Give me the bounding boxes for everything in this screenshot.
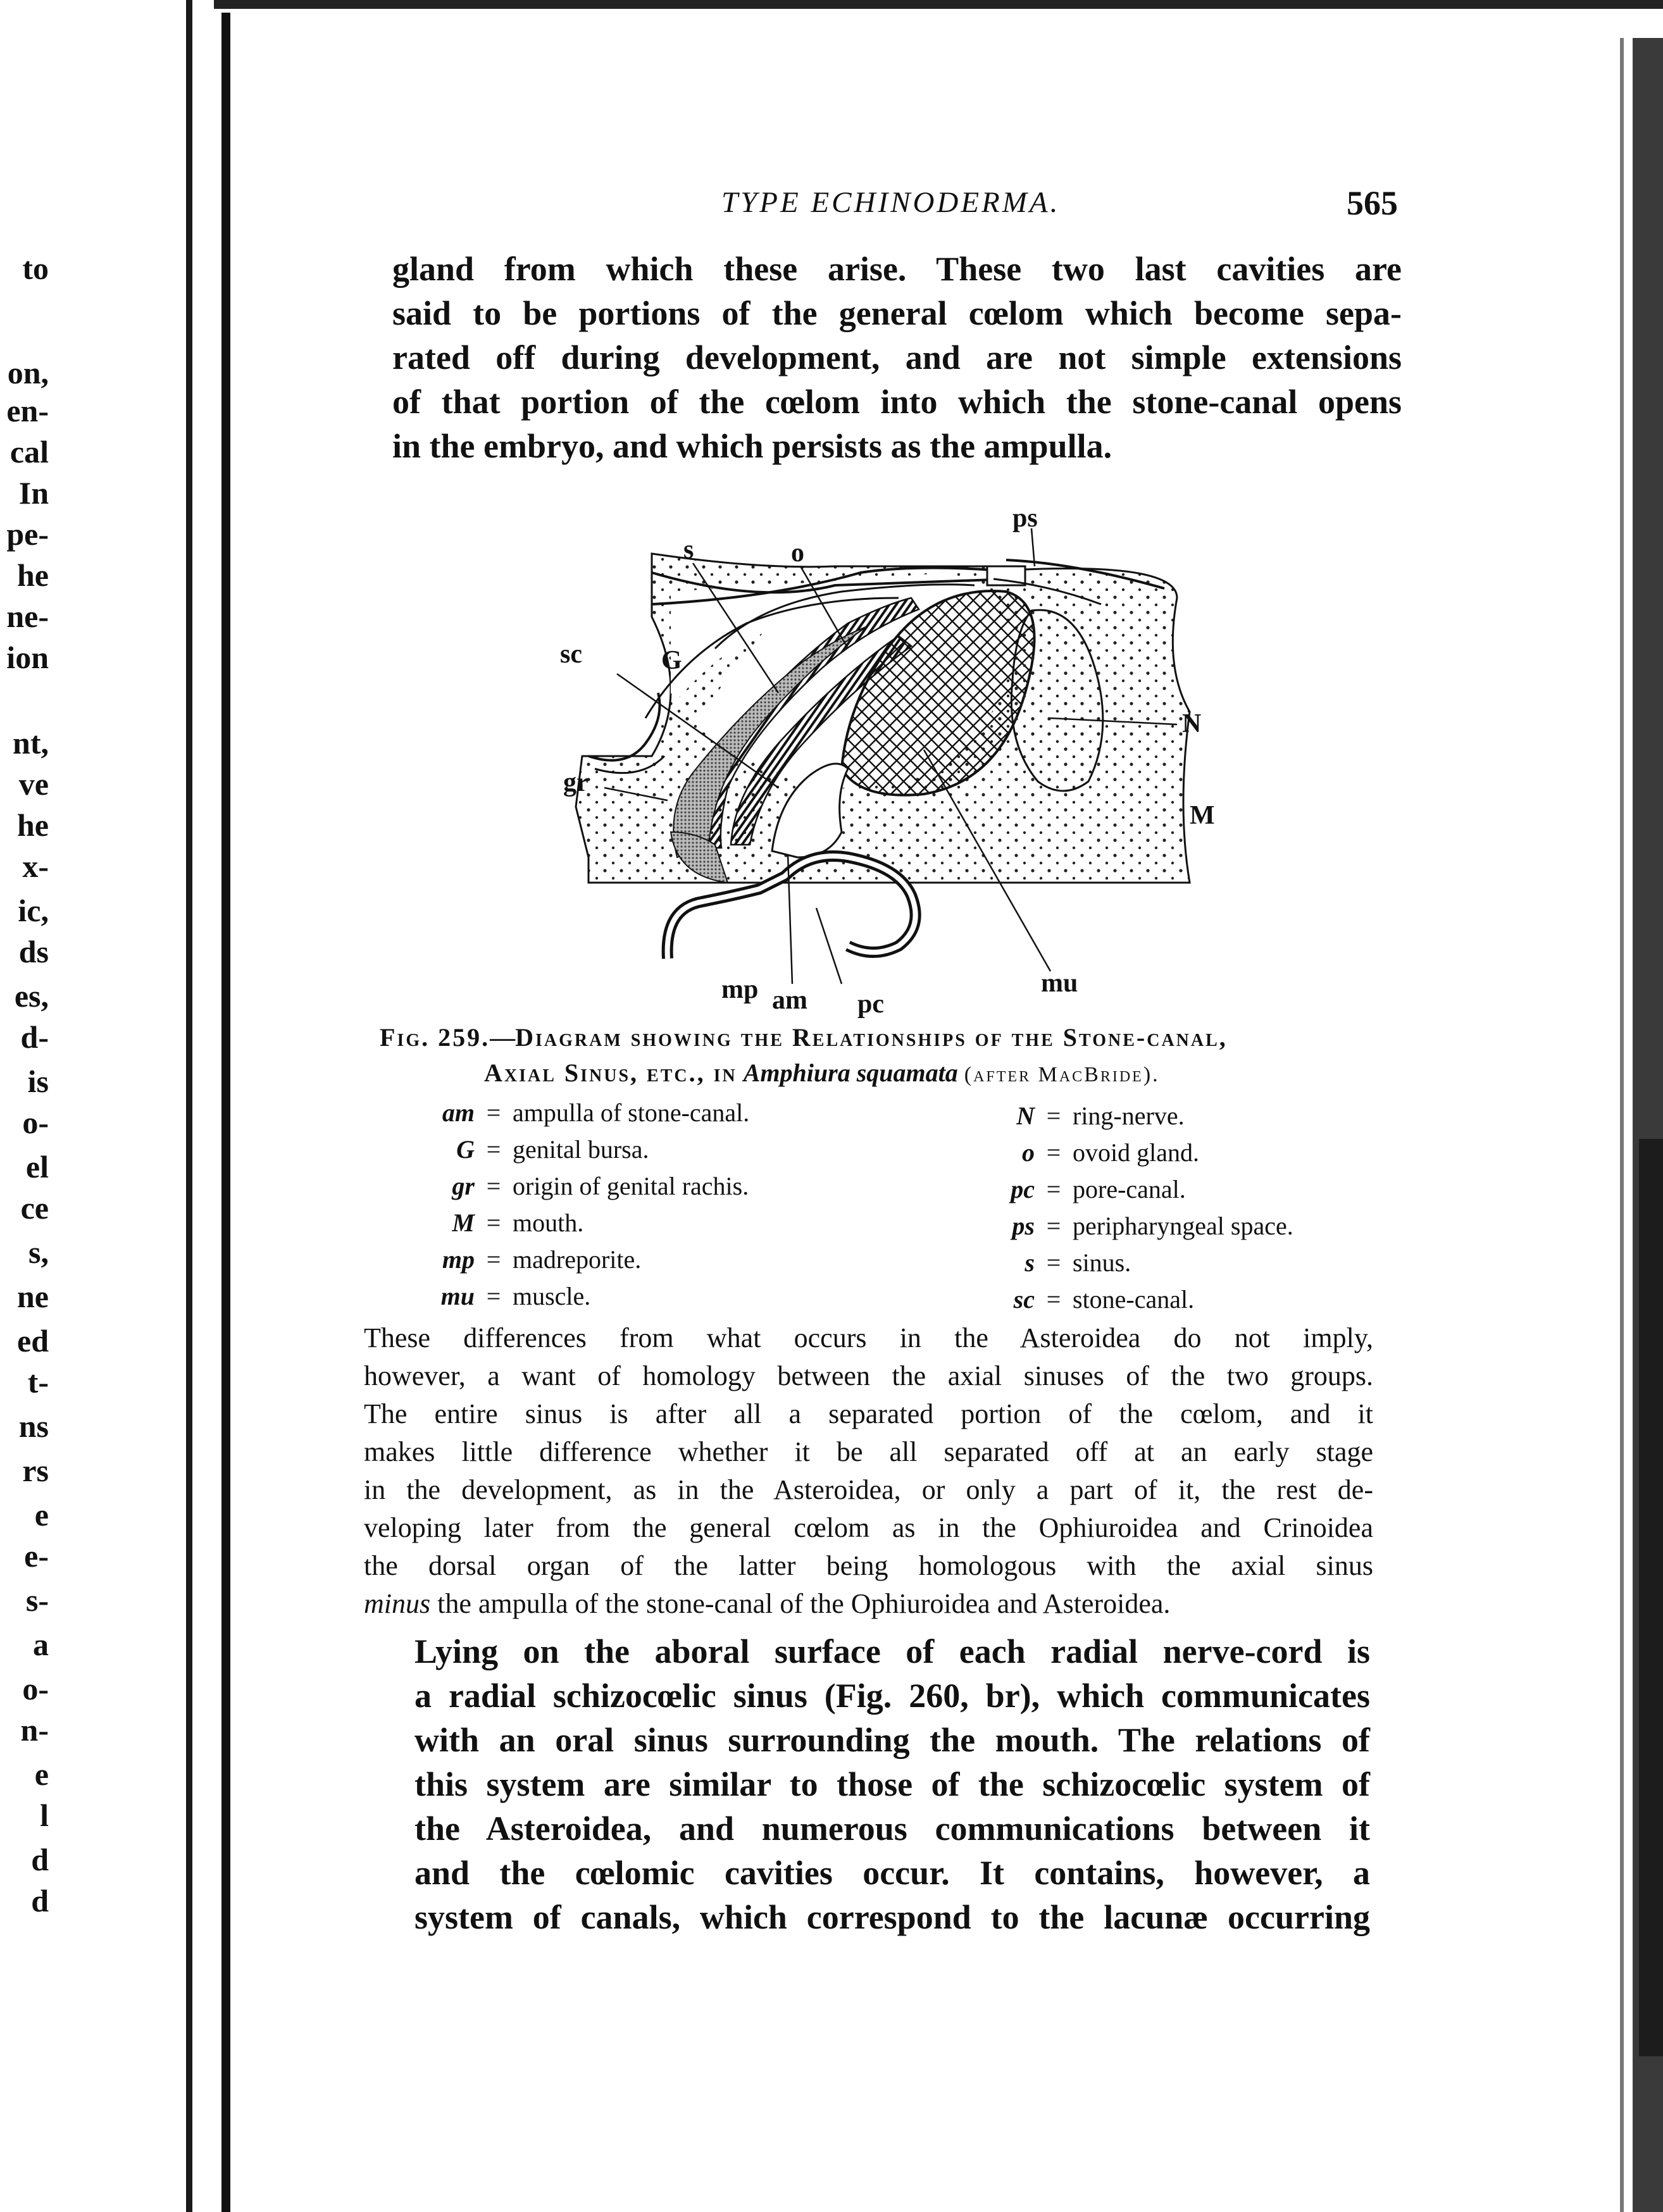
previous-page-fragment: t- xyxy=(27,1364,49,1400)
label-am: am xyxy=(772,986,807,1015)
text-line: of that portion of the cœlom into which the stone-canal opens xyxy=(392,383,1402,421)
legend-text: origin of genital rachis. xyxy=(513,1172,749,1200)
legend-text: ampulla of stone-canal. xyxy=(513,1098,750,1127)
text-line: rated off during development, and are not simple extensions xyxy=(392,339,1402,376)
page-number: 565 xyxy=(1347,184,1398,222)
paragraph-small-print xyxy=(364,1319,1373,1623)
text-line: said to be portions of the general cœlom which become sepa- xyxy=(392,294,1402,332)
legend-item xyxy=(380,1168,749,1205)
legend-text: ovoid gland. xyxy=(1073,1138,1199,1167)
caption-dash: — xyxy=(490,1023,516,1052)
caption-line-1 xyxy=(380,1020,1386,1055)
legend-text: peripharyngeal space. xyxy=(1073,1212,1293,1240)
legend-abbr: am xyxy=(442,1098,475,1127)
previous-page-fragment: ne xyxy=(17,1279,49,1314)
text-line: a radial schizocœlic sinus (Fig. 260, br), which communicates xyxy=(414,1677,1370,1715)
legend-text: genital bursa. xyxy=(513,1135,649,1164)
legend-equals: = xyxy=(1046,1138,1061,1167)
legend-equals: = xyxy=(486,1245,501,1274)
previous-page-fragment: n- xyxy=(20,1712,49,1748)
legend-equals: = xyxy=(1046,1102,1061,1130)
previous-page-fragment: ic, xyxy=(18,893,49,928)
text-line: this system are similar to those of the schizocœlic system of xyxy=(414,1765,1370,1803)
legend-equals: = xyxy=(1046,1285,1061,1314)
legend-abbr: mp xyxy=(442,1245,475,1274)
previous-page-fragment: to xyxy=(22,251,49,286)
text-line: and the cœlomic cavities occur. It contains, however, a xyxy=(414,1854,1370,1892)
text-line: however, a want of homology between the axial sinuses of the two groups. xyxy=(364,1360,1373,1391)
legend-equals: = xyxy=(486,1282,501,1310)
species-name: Amphiura squamata xyxy=(743,1059,958,1087)
legend-abbr: o xyxy=(1022,1138,1035,1167)
label-mu: mu xyxy=(1041,969,1078,998)
diagram-drawing xyxy=(570,503,1247,1006)
caption-line-2 xyxy=(380,1055,1386,1093)
previous-page-fragment: l xyxy=(40,1798,49,1833)
text-line: in the development, as in the Asteroidea, or only a part of it, the rest de- xyxy=(364,1474,1373,1505)
fig-number: Fig. 259. xyxy=(380,1023,490,1052)
previous-page-fragment: is xyxy=(27,1064,49,1099)
legend-abbr: M xyxy=(452,1209,475,1237)
text-line: veloping later from the general cœlom as in the Ophiuroidea and Crinoidea xyxy=(364,1512,1373,1543)
legend-abbr: pc xyxy=(1011,1175,1035,1203)
legend-equals: = xyxy=(1046,1175,1061,1203)
legend-item xyxy=(905,1208,1293,1245)
legend-item xyxy=(380,1241,749,1278)
previous-page-fragment: ce xyxy=(20,1190,49,1226)
previous-page-fragment: he xyxy=(17,557,49,593)
previous-page-fragment: d xyxy=(31,1883,49,1918)
legend-abbr: N xyxy=(1016,1102,1035,1130)
caption-line2-start: Axial Sinus, etc., in xyxy=(484,1059,737,1087)
label-o: o xyxy=(791,538,804,568)
legend-abbr: mu xyxy=(440,1282,475,1310)
legend-text: madreporite. xyxy=(513,1245,642,1274)
legend-left xyxy=(380,1095,749,1315)
previous-page-fragment: In xyxy=(18,475,49,511)
legend-equals: = xyxy=(486,1135,501,1164)
text-line: the dorsal organ of the latter being homologous with the axial sinus xyxy=(364,1550,1373,1581)
right-edge-line xyxy=(1620,38,1624,2212)
previous-page-fragment: rs xyxy=(22,1453,49,1488)
text-line: These differences from what occurs in the Asteroidea do not imply, xyxy=(364,1322,1373,1353)
label-pc: pc xyxy=(857,990,884,1019)
previous-page-fragment: el xyxy=(25,1149,49,1184)
previous-page-fragment: en- xyxy=(6,393,49,428)
label-mp: mp xyxy=(721,975,759,1004)
legend-equals: = xyxy=(486,1172,501,1200)
legend-right xyxy=(905,1098,1293,1318)
caption-attribution: (after MacBride). xyxy=(964,1063,1160,1086)
previous-page-fragment: cal xyxy=(9,434,49,469)
legend-item xyxy=(905,1098,1293,1134)
legend-equals: = xyxy=(486,1209,501,1237)
previous-page-fragment: s- xyxy=(25,1582,49,1618)
previous-page-fragment: e xyxy=(34,1497,49,1532)
text-line-rest: the ampulla of the stone-canal of the Ophiuroidea and Asteroidea. xyxy=(430,1588,1171,1619)
legend-equals: = xyxy=(1046,1248,1061,1277)
previous-page-text xyxy=(0,0,185,2212)
legend-item xyxy=(905,1245,1293,1281)
previous-page-fragment: nt, xyxy=(13,725,49,761)
text-line: the Asteroidea, and numerous communications between it xyxy=(414,1810,1370,1848)
legend-item xyxy=(380,1095,749,1131)
leader-pc xyxy=(816,908,842,984)
legend-abbr: ps xyxy=(1012,1212,1035,1240)
legend-abbr: sc xyxy=(1013,1285,1035,1314)
caption-title: Diagram showing the Relationships of the Stone-canal, xyxy=(515,1023,1228,1052)
previous-page-fragment: d xyxy=(31,1842,49,1877)
top-edge-shadow xyxy=(190,0,1663,9)
label-ps: ps xyxy=(1012,504,1038,533)
text-line: system of canals, which correspond to the lacunæ occurring xyxy=(414,1898,1370,1936)
previous-page-fragment: ed xyxy=(17,1323,49,1358)
previous-page-fragment: ds xyxy=(18,934,49,969)
gutter-line-right xyxy=(221,13,230,2212)
previous-page-fragment: ion xyxy=(6,640,49,675)
legend-text: stone-canal. xyxy=(1073,1285,1195,1314)
running-head: TYPE ECHINODERMA. xyxy=(721,186,1061,219)
previous-page-fragment: d- xyxy=(20,1019,49,1055)
previous-page-fragment: s, xyxy=(28,1234,49,1270)
legend-item xyxy=(380,1205,749,1241)
legend-item xyxy=(905,1134,1293,1171)
legend-equals: = xyxy=(486,1098,501,1127)
paragraph-top xyxy=(392,247,1402,468)
previous-page-fragment: a xyxy=(33,1627,49,1662)
legend-item xyxy=(380,1131,749,1168)
label-s: s xyxy=(683,535,694,564)
text-line: gland from which these arise. These two last cavities are xyxy=(392,250,1402,288)
legend-text: mouth. xyxy=(513,1209,584,1237)
legend-abbr: s xyxy=(1025,1248,1035,1277)
previous-page-fragment: e- xyxy=(24,1538,49,1574)
legend-item xyxy=(905,1171,1293,1208)
gutter-line-left xyxy=(186,0,192,2212)
figure-259-diagram xyxy=(560,503,1247,1019)
previous-page-fragment: x- xyxy=(22,848,49,884)
label-G: G xyxy=(661,646,682,675)
previous-page-fragment: es, xyxy=(14,978,49,1014)
label-N: N xyxy=(1182,709,1202,738)
previous-page-fragment: ns xyxy=(18,1408,49,1444)
legend-abbr: gr xyxy=(452,1172,475,1200)
legend-equals: = xyxy=(1046,1212,1061,1240)
previous-page-fragment: e xyxy=(34,1756,49,1792)
legend-text: muscle. xyxy=(513,1282,591,1310)
previous-page-fragment: ne- xyxy=(6,599,49,634)
paragraph-bottom xyxy=(358,1629,1370,1939)
text-line: in the embryo, and which persists as the ampulla. xyxy=(392,427,1112,465)
legend-abbr: G xyxy=(456,1135,475,1164)
legend-item xyxy=(380,1278,749,1315)
previous-page-sliver xyxy=(0,0,185,2212)
legend-text: sinus. xyxy=(1073,1248,1131,1277)
fore-edge-band xyxy=(1639,1139,1663,2056)
previous-page-fragment: o- xyxy=(22,1671,49,1706)
label-sc: sc xyxy=(560,640,582,669)
label-gr: gr xyxy=(563,768,589,797)
previous-page-fragment: pe- xyxy=(6,516,49,552)
text-line: Lying on the aboral surface of each radial nerve-cord is xyxy=(414,1632,1370,1670)
previous-page-fragment: on, xyxy=(7,355,49,390)
legend-text: pore-canal. xyxy=(1073,1175,1186,1203)
previous-page-fragment: ve xyxy=(18,766,49,802)
text-line: makes little difference whether it be all separated off at an early stage xyxy=(364,1436,1373,1467)
legend-text: ring-nerve. xyxy=(1073,1102,1185,1130)
text-line: with an oral sinus surrounding the mouth. The relations of xyxy=(414,1721,1370,1759)
italic-word: minus xyxy=(364,1588,431,1619)
previous-page-fragment: he xyxy=(17,807,49,843)
previous-page-fragment: o- xyxy=(22,1105,49,1140)
label-M: M xyxy=(1190,801,1215,830)
legend-item xyxy=(905,1281,1293,1318)
genital-rachis xyxy=(589,693,660,761)
figure-caption xyxy=(380,1020,1386,1093)
text-line: The entire sinus is after all a separated portion of the cœlom, and it xyxy=(364,1398,1373,1429)
text-line-last xyxy=(364,1585,1373,1623)
